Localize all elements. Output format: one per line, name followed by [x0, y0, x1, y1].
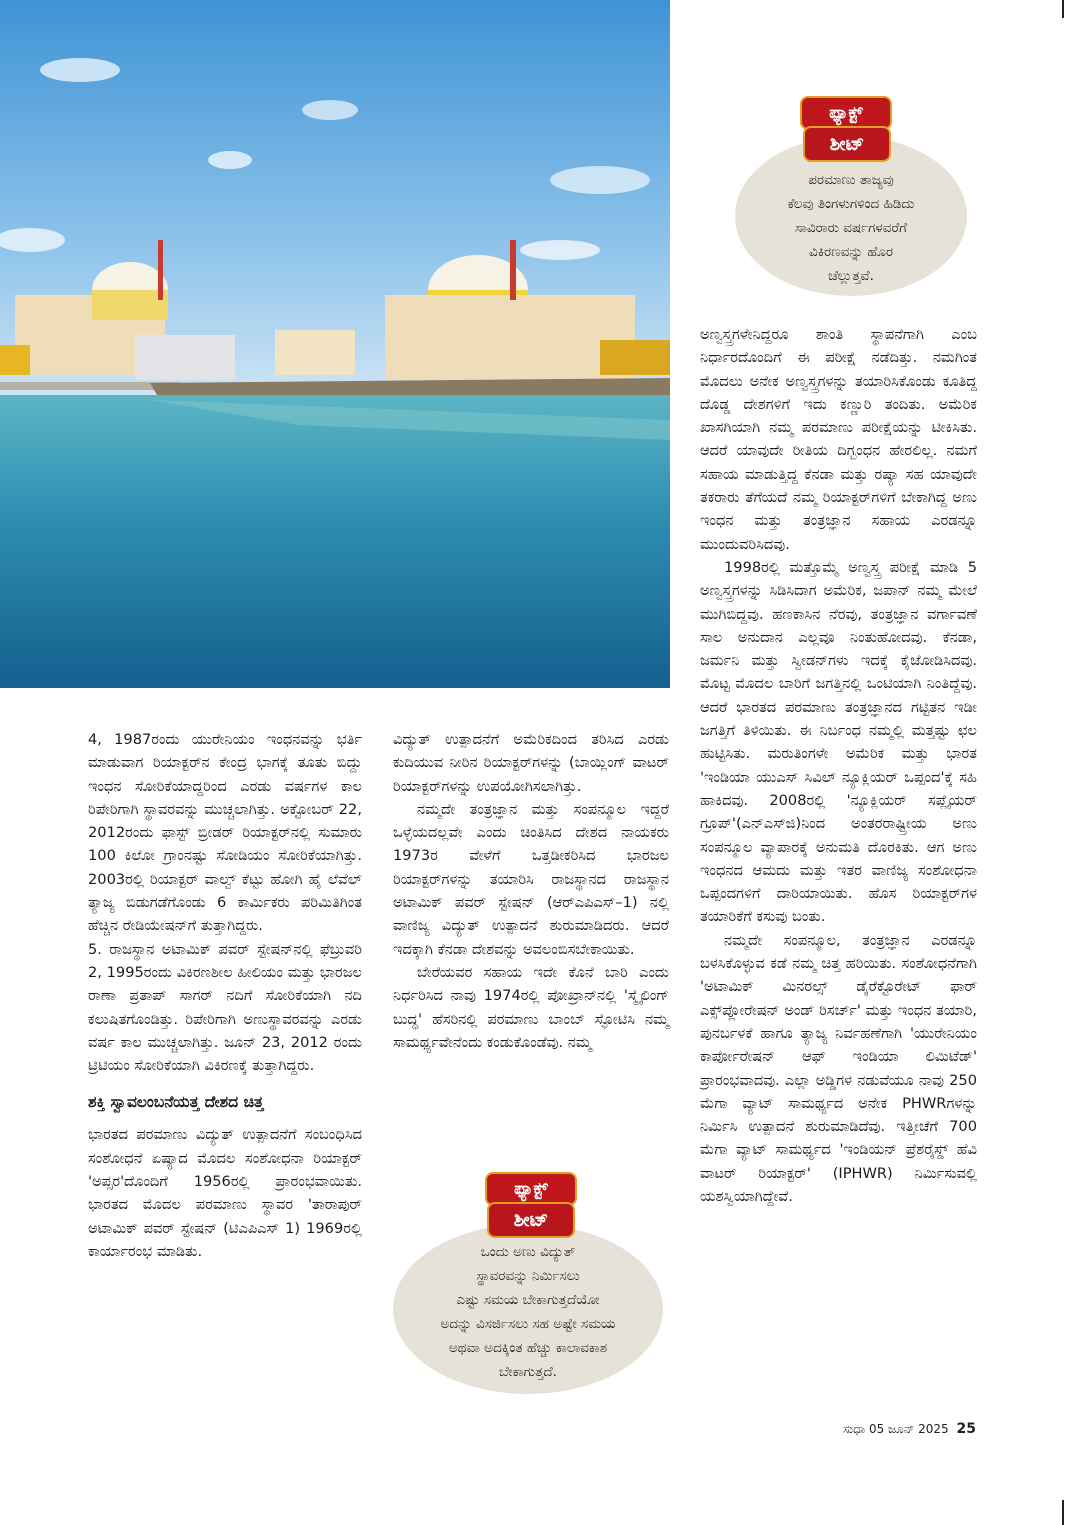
fact-sheet-bottom	[393, 1172, 663, 1394]
fact-line: ಪರಮಾಣು ತಾಜ್ಯವು	[808, 172, 894, 188]
fact-line: ಎಷ್ಟು ಸಮಯ ಬೇಕಾಗುತ್ತದೆಯೋ	[456, 1292, 600, 1308]
paragraph: 4, 1987ರಂದು ಯುರೇನಿಯಂ ಇಂಧನವನ್ನು ಭರ್ತಿ ಮಾಡುವಾಗ ರಿಯಾಕ್ಟರ್‌ನ ಕೇಂದ್ರ ಭಾಗಕ್ಕೆ ತೂತು ಬಿದ್ದು ಇಂಧನ ಸೋರಿಕೆಯಾದ್ದರಿಂದ ಎರಡು ವರ್ಷಗಳ ಕಾಲ ರಿಪೇರಿಗಾಗಿ ಸ್ಥಾವರವನ್ನು ಮುಚ್ಚಲಾಗಿತ್ತು. ಅಕ್ಟೋಬರ್ 22, 2012ರಂದು ಫಾಸ್ಟ್ ಬ್ರೀಡರ್ ರಿಯಾಕ್ಟರ್‌ನಲ್ಲಿ ಸುಮಾರು 100 ಕಿಲೋ ಗ್ರಾಂನಷ್ಟು ಸೋಡಿಯಂ ಸೋರಿಕೆಯಾಗಿತ್ತು. 2003ರಲ್ಲಿ ರಿಯಾಕ್ಟರ್ ವಾಲ್ವ್ ಕೆಟ್ಟು ಹೋಗಿ ಹೈ ಲೆವೆಲ್ ತ್ಯಾಜ್ಯ ಬಿಡುಗಡೆಗೊಂಡು 6 ಕಾರ್ಮಿಕರು ಪರಿಮಿತಿಗಿಂತ ಹೆಚ್ಚಿನ ರೇಡಿಯೇಷನ್‌ಗೆ ತುತ್ತಾಗಿದ್ದರು.	[88, 731, 362, 935]
nuclear-plant-photo	[0, 0, 670, 688]
article-column-1	[88, 728, 362, 1263]
fact-line: ಚೆಲ್ಲುತ್ತವೆ.	[828, 268, 874, 284]
fact-line: ಕೆಲವು ತಿಂಗಳುಗಳಿಂದ ಹಿಡಿದು	[787, 196, 915, 212]
article-column-2	[393, 728, 669, 1054]
fact-line: ಅದನ್ನು ವಿಸರ್ಜಿಸಲು ಸಹ ಅಷ್ಟೇ ಸಮಯ	[440, 1316, 616, 1332]
fact-line: ಅಥವಾ ಅದಕ್ಕಿಂತ ಹೆಚ್ಚು ಕಾಲಾವಕಾಶ	[448, 1340, 608, 1356]
paragraph: 1998ರಲ್ಲಿ ಮತ್ತೊಮ್ಮೆ ಅಣ್ವಸ್ತ್ರ ಪರೀಕ್ಷೆ ಮಾಡಿ 5 ಅಣ್ವಸ್ತ್ರಗಳನ್ನು ಸಿಡಿಸಿದಾಗ ಅಮೆರಿಕ, ಜಪಾನ್ ನಮ್ಮ ಮೇಲೆ ಮುಗಿಬಿದ್ದವು. ಹಣಕಾಸಿನ ನೆರವು, ತಂತ್ರಜ್ಞಾನ ವರ್ಗಾವಣೆ ಸಾಲ ಅನುದಾನ ಎಲ್ಲವೂ ನಿಂತುಹೋದವು. ಕೆನಡಾ, ಜರ್ಮನಿ ಮತ್ತು ಸ್ವೀಡನ್‌ಗಳು ಇದಕ್ಕೆ ಕೈಜೋಡಿಸಿದವು. ಮೊಟ್ಟ ಮೊದಲ ಬಾರಿಗೆ ಜಗತ್ತಿನಲ್ಲಿ ಒಂಟಿಯಾಗಿ ನಿಂತಿದ್ದೆವು. ಆದರೆ ಭಾರತದ ಪರಮಾಣು ತಂತ್ರಜ್ಞಾನದ ಗಟ್ಟಿತನ ಇಡೀ ಜಗತ್ತಿಗೆ ತಿಳಿಯಿತು. ಈ ನಿರ್ಬಂಧ ನಮ್ಮಲ್ಲಿ ಮತ್ತಷ್ಟು ಛಲ ಹುಟ್ಟಿಸಿತು. ಮರುತಿಂಗಳೇ ಅಮೆರಿಕ ಮತ್ತು ಭಾರತ 'ಇಂಡಿಯಾ ಯುಎಸ್ ಸಿವಿಲ್ ನ್ಯೂಕ್ಲಿಯರ್ ಒಪ್ಪಂದ'ಕ್ಕೆ ಸಹಿ ಹಾಕಿದವು. 2008ರಲ್ಲಿ 'ನ್ಯೂಕ್ಲಿಯರ್ ಸಪ್ಲೈಯರ್ ಗ್ರೂಪ್'(ಎನ್‌ಎಸ್‌ಜಿ)ನಿಂದ ಅಂತರರಾಷ್ಟ್ರೀಯ ಅಣು ಸಂಪನ್ಮೂಲ ವ್ಯಾಪಾರಕ್ಕೆ ಅನುಮತಿ ದೊರಕಿತು. ಆಗ ಅಣು ಇಂಧನದ ಆಮದು ಮತ್ತು ಇತರ ವಾಣಿಜ್ಯ ಸಂಶೋಧನಾ ಒಪ್ಪಂದಗಳಿಗೆ ದಾರಿಯಾಯಿತು. ಹೊಸ ರಿಯಾಕ್ಟರ್‌ಗಳ ತಯಾರಿಕೆಗೆ ಕಸುವು ಬಂತು.	[700, 558, 977, 926]
fact-sheet-text	[745, 168, 957, 288]
fact-sheet-text	[401, 1240, 655, 1384]
page-number: 25	[956, 1421, 976, 1437]
fact-sheet-tag-line2: ಶೀಟ್	[803, 126, 891, 162]
fact-sheet-tag-line2: ಶೀಟ್	[487, 1202, 575, 1238]
paragraph: ಭಾರತದ ಪರಮಾಣು ವಿದ್ಯುತ್ ಉತ್ಪಾದನೆಗೆ ಸಂಬಂಧಿಸಿದ ಸಂಶೋಧನೆ ಏಷ್ಯಾದ ಮೊದಲ ಸಂಶೋಧನಾ ರಿಯಾಕ್ಟರ್ 'ಅಪ್ಸರ'ದೊಂದಿಗೆ 1956ರಲ್ಲಿ ಪ್ರಾರಂಭವಾಯಿತು. ಭಾರತದ ಮೊದಲ ಪರಮಾಣು ಸ್ಥಾವರ 'ತಾರಾಪುರ್ ಅಟಾಮಿಕ್ ಪವರ್ ಸ್ಟೇಷನ್ (ಟಿಎಪಿಎಸ್ 1) 1969ರಲ್ಲಿ ಕಾರ್ಯಾರಂಭ ಮಾಡಿತು.	[88, 1126, 362, 1260]
fact-line: ಬೇಕಾಗುತ್ತದೆ.	[499, 1364, 557, 1380]
paragraph: ನಮ್ಮದೇ ತಂತ್ರಜ್ಞಾನ ಮತ್ತು ಸಂಪನ್ಮೂಲ ಇದ್ದರೆ ಒಳ್ಳೆಯದಲ್ಲವೇ ಎಂದು ಚಿಂತಿಸಿದ ದೇಶದ ನಾಯಕರು 1973ರ ವೇಳೆಗೆ ಒತ್ತಡೀಕರಿಸಿದ ಭಾರಜಲ ರಿಯಾಕ್ಟರ್‌ಗಳನ್ನು ತಯಾರಿಸಿ ರಾಜಸ್ಥಾನದ ರಾಜಸ್ಥಾನ ಅಟಾಮಿಕ್ ಪವರ್ ಸ್ಟೇಷನ್ (ಆರ್‌ಎಪಿಎಸ್–1) ನಲ್ಲಿ ವಾಣಿಜ್ಯ ವಿದ್ಯುತ್ ಉತ್ಪಾದನೆ ಶುರುಮಾಡಿದರು. ಆದರೆ ಇದಕ್ಕಾಗಿ ಕೆನಡಾ ದೇಶವನ್ನು ಅವಲಂಬಿಸಬೇಕಾಯಿತು.	[393, 800, 669, 958]
fact-sheet-tag-line1: ಫ್ಯಾಕ್ಟ್	[800, 96, 892, 130]
fact-sheet-top	[735, 96, 967, 296]
section-heading: ಶಕ್ತಿ ಸ್ವಾವಲಂಬನೆಯತ್ತ ದೇಶದ ಚಿತ್ತ	[88, 1093, 264, 1112]
fact-line: ಒಂದು ಅಣು ವಿದ್ಯುತ್	[480, 1244, 576, 1260]
paragraph: ಬೇರೆಯವರ ಸಹಾಯ ಇದೇ ಕೊನೆ ಬಾರಿ ಎಂದು ನಿರ್ಧರಿಸಿದ ನಾವು 1974ರಲ್ಲಿ ಪೋಖ್ರಾನ್‌ನಲ್ಲಿ 'ಸ್ಮೈಲಿಂಗ್ ಬುದ್ಧ' ಹೆಸರಿನಲ್ಲಿ ಪರಮಾಣು ಬಾಂಬ್ ಸ್ಫೋಟಿಸಿ ನಮ್ಮ ಸಾಮರ್ಥ್ಯವೇನೆಂದು ಕಂಡುಕೊಂಡೆವು. ನಮ್ಮ	[393, 963, 669, 1051]
fact-line: ಸ್ಥಾವರವನ್ನು ನಿರ್ಮಿಸಲು	[476, 1268, 580, 1284]
crop-mark	[1062, 0, 1064, 18]
paragraph: ನಮ್ಮದೇ ಸಂಪನ್ಮೂಲ, ತಂತ್ರಜ್ಞಾನ ಎರಡನ್ನೂ ಬಳಸಿಕೊಳ್ಳುವ ಕಡೆ ನಮ್ಮ ಚಿತ್ತ ಹರಿಯಿತು. ಸಂಶೋಧನೆಗಾಗಿ 'ಅಟಾಮಿಕ್ ಮಿನರಲ್ಸ್ ಡೈರೆಕ್ಟೊರೇಟ್ ಫಾರ್ ಎಕ್ಸ್‌ಪ್ಲೋರೇಷನ್ ಅಂಡ್ ರಿಸರ್ಚ್' ಮತ್ತು ಇಂಧನ ತಯಾರಿ, ಪುನರ್ಬಳಕೆ ಹಾಗೂ ತ್ಯಾಜ್ಯ ನಿರ್ವಹಣೆಗಾಗಿ 'ಯುರೇನಿಯಂ ಕಾರ್ಪೋರೇಷನ್ ಆಫ್ ಇಂಡಿಯಾ ಲಿಮಿಟೆಡ್' ಪ್ರಾರಂಭವಾದವು. ಎಲ್ಲಾ ಅಡ್ಡಿಗಳ ನಡುವೆಯೂ ನಾವು 250 ಮೆಗಾ ವ್ಯಾಟ್ ಸಾಮರ್ಥ್ಯದ ಅನೇಕ PHWRಗಳನ್ನು ನಿರ್ಮಿಸಿ ಉತ್ಪಾದನೆ ಶುರುಮಾಡಿದೆವು. ಇತ್ತೀಚೆಗೆ 700 ಮೆಗಾ ವ್ಯಾಟ್ ಸಾಮರ್ಥ್ಯದ 'ಇಂಡಿಯನ್ ಪ್ರೆಶರೈಸ್ಡ್ ಹೆವಿ ವಾಟರ್ ರಿಯಾಕ್ಟರ್' (IPHWR) ನಿರ್ಮಿಸುವಲ್ಲಿ ಯಶಸ್ವಿಯಾಗಿದ್ದೇವೆ.	[700, 931, 977, 1205]
page-footer	[843, 1421, 976, 1437]
magazine-issue: ಸುಧಾ 05 ಜೂನ್ 2025	[842, 1422, 949, 1436]
fact-sheet-tag-line1: ಫ್ಯಾಕ್ಟ್	[485, 1172, 577, 1206]
paragraph: ವಿದ್ಯುತ್ ಉತ್ಪಾದನೆಗೆ ಅಮೆರಿಕದಿಂದ ತರಿಸಿದ ಎರಡು ಕುದಿಯುವ ನೀರಿನ ರಿಯಾಕ್ಟರ್‌ಗಳನ್ನು (ಬಾಯ್ಲಿಂಗ್ ವಾಟರ್ ರಿಯಾಕ್ಟರ್‌ಗಳನ್ನು ಉಪಯೋಗಿಸಲಾಗಿತ್ತು.	[393, 731, 669, 795]
paragraph: ಅಣ್ವಸ್ತ್ರಗಳೇನಿದ್ದರೂ ಶಾಂತಿ ಸ್ಥಾಪನೆಗಾಗಿ ಎಂಬ ನಿರ್ಧಾರದೊಂದಿಗೆ ಈ ಪರೀಕ್ಷೆ ನಡೆದಿತ್ತು. ನಮಗಿಂತ ಮೊದಲು ಅನೇಕ ಅಣ್ವಸ್ತ್ರಗಳನ್ನು ತಯಾರಿಸಿಕೊಂಡು ಕೂತಿದ್ದ ದೊಡ್ಡ ದೇಶಗಳಿಗೆ ಇದು ಕಣ್ಣುರಿ ತಂದಿತು. ಅಮೆರಿಕ ಖಾಸಗಿಯಾಗಿ ನಮ್ಮ ಪರಮಾಣು ಪರೀಕ್ಷೆಯನ್ನು ಟೀಕಿಸಿತು. ಆದರೆ ಯಾವುದೇ ರೀತಿಯ ದಿಗ್ಬಂಧನ ಹೇರಲಿಲ್ಲ. ನಮಗೆ ಸಹಾಯ ಮಾಡುತ್ತಿದ್ದ ಕೆನಡಾ ಮತ್ತು ರಷ್ಯಾ ಸಹ ಯಾವುದೇ ತಕರಾರು ತೆಗೆಯದೆ ನಮ್ಮ ರಿಯಾಕ್ಟರ್‌ಗಳಿಗೆ ಬೇಕಾಗಿದ್ದ ಅಣು ಇಂಧನ ಮತ್ತು ತಂತ್ರಜ್ಞಾನ ಸಹಾಯ ಎರಡನ್ನೂ ಮುಂದುವರಿಸಿದವು.	[700, 326, 977, 553]
fact-line: ವಿಕಿರಣವನ್ನು ಹೊರ	[809, 244, 893, 260]
article-column-3	[700, 323, 977, 1208]
crop-mark	[1062, 1500, 1064, 1525]
paragraph: 5. ರಾಜಸ್ಥಾನ ಅಟಾಮಿಕ್ ಪವರ್ ಸ್ಟೇಷನ್‌ನಲ್ಲಿ ಫೆಬ್ರುವರಿ 2, 1995ರಂದು ವಿಕಿರಣಶೀಲ ಹೀಲಿಯಂ ಮತ್ತು ಭಾರಜಲ ರಾಣಾ ಪ್ರತಾಪ್ ಸಾಗರ್ ನದಿಗೆ ಸೋರಿಕೆಯಾಗಿ ನದಿ ಕಲುಷಿತಗೊಂಡಿತ್ತು. ರಿಪೇರಿಗಾಗಿ ಅಣುಸ್ಥಾವರವನ್ನು ಎರಡು ವರ್ಷ ಕಾಲ ಮುಚ್ಚಲಾಗಿತ್ತು. ಜೂನ್ 23, 2012 ರಂದು ಟ್ರಿಟಿಯಂ ಸೋರಿಕೆಯಾಗಿ ವಿಕಿರಣಕ್ಕೆ ತುತ್ತಾಗಿದ್ದರು.	[88, 940, 362, 1075]
fact-line: ಸಾವಿರಾರು ವರ್ಷಗಳವರೆಗೆ	[795, 220, 907, 236]
